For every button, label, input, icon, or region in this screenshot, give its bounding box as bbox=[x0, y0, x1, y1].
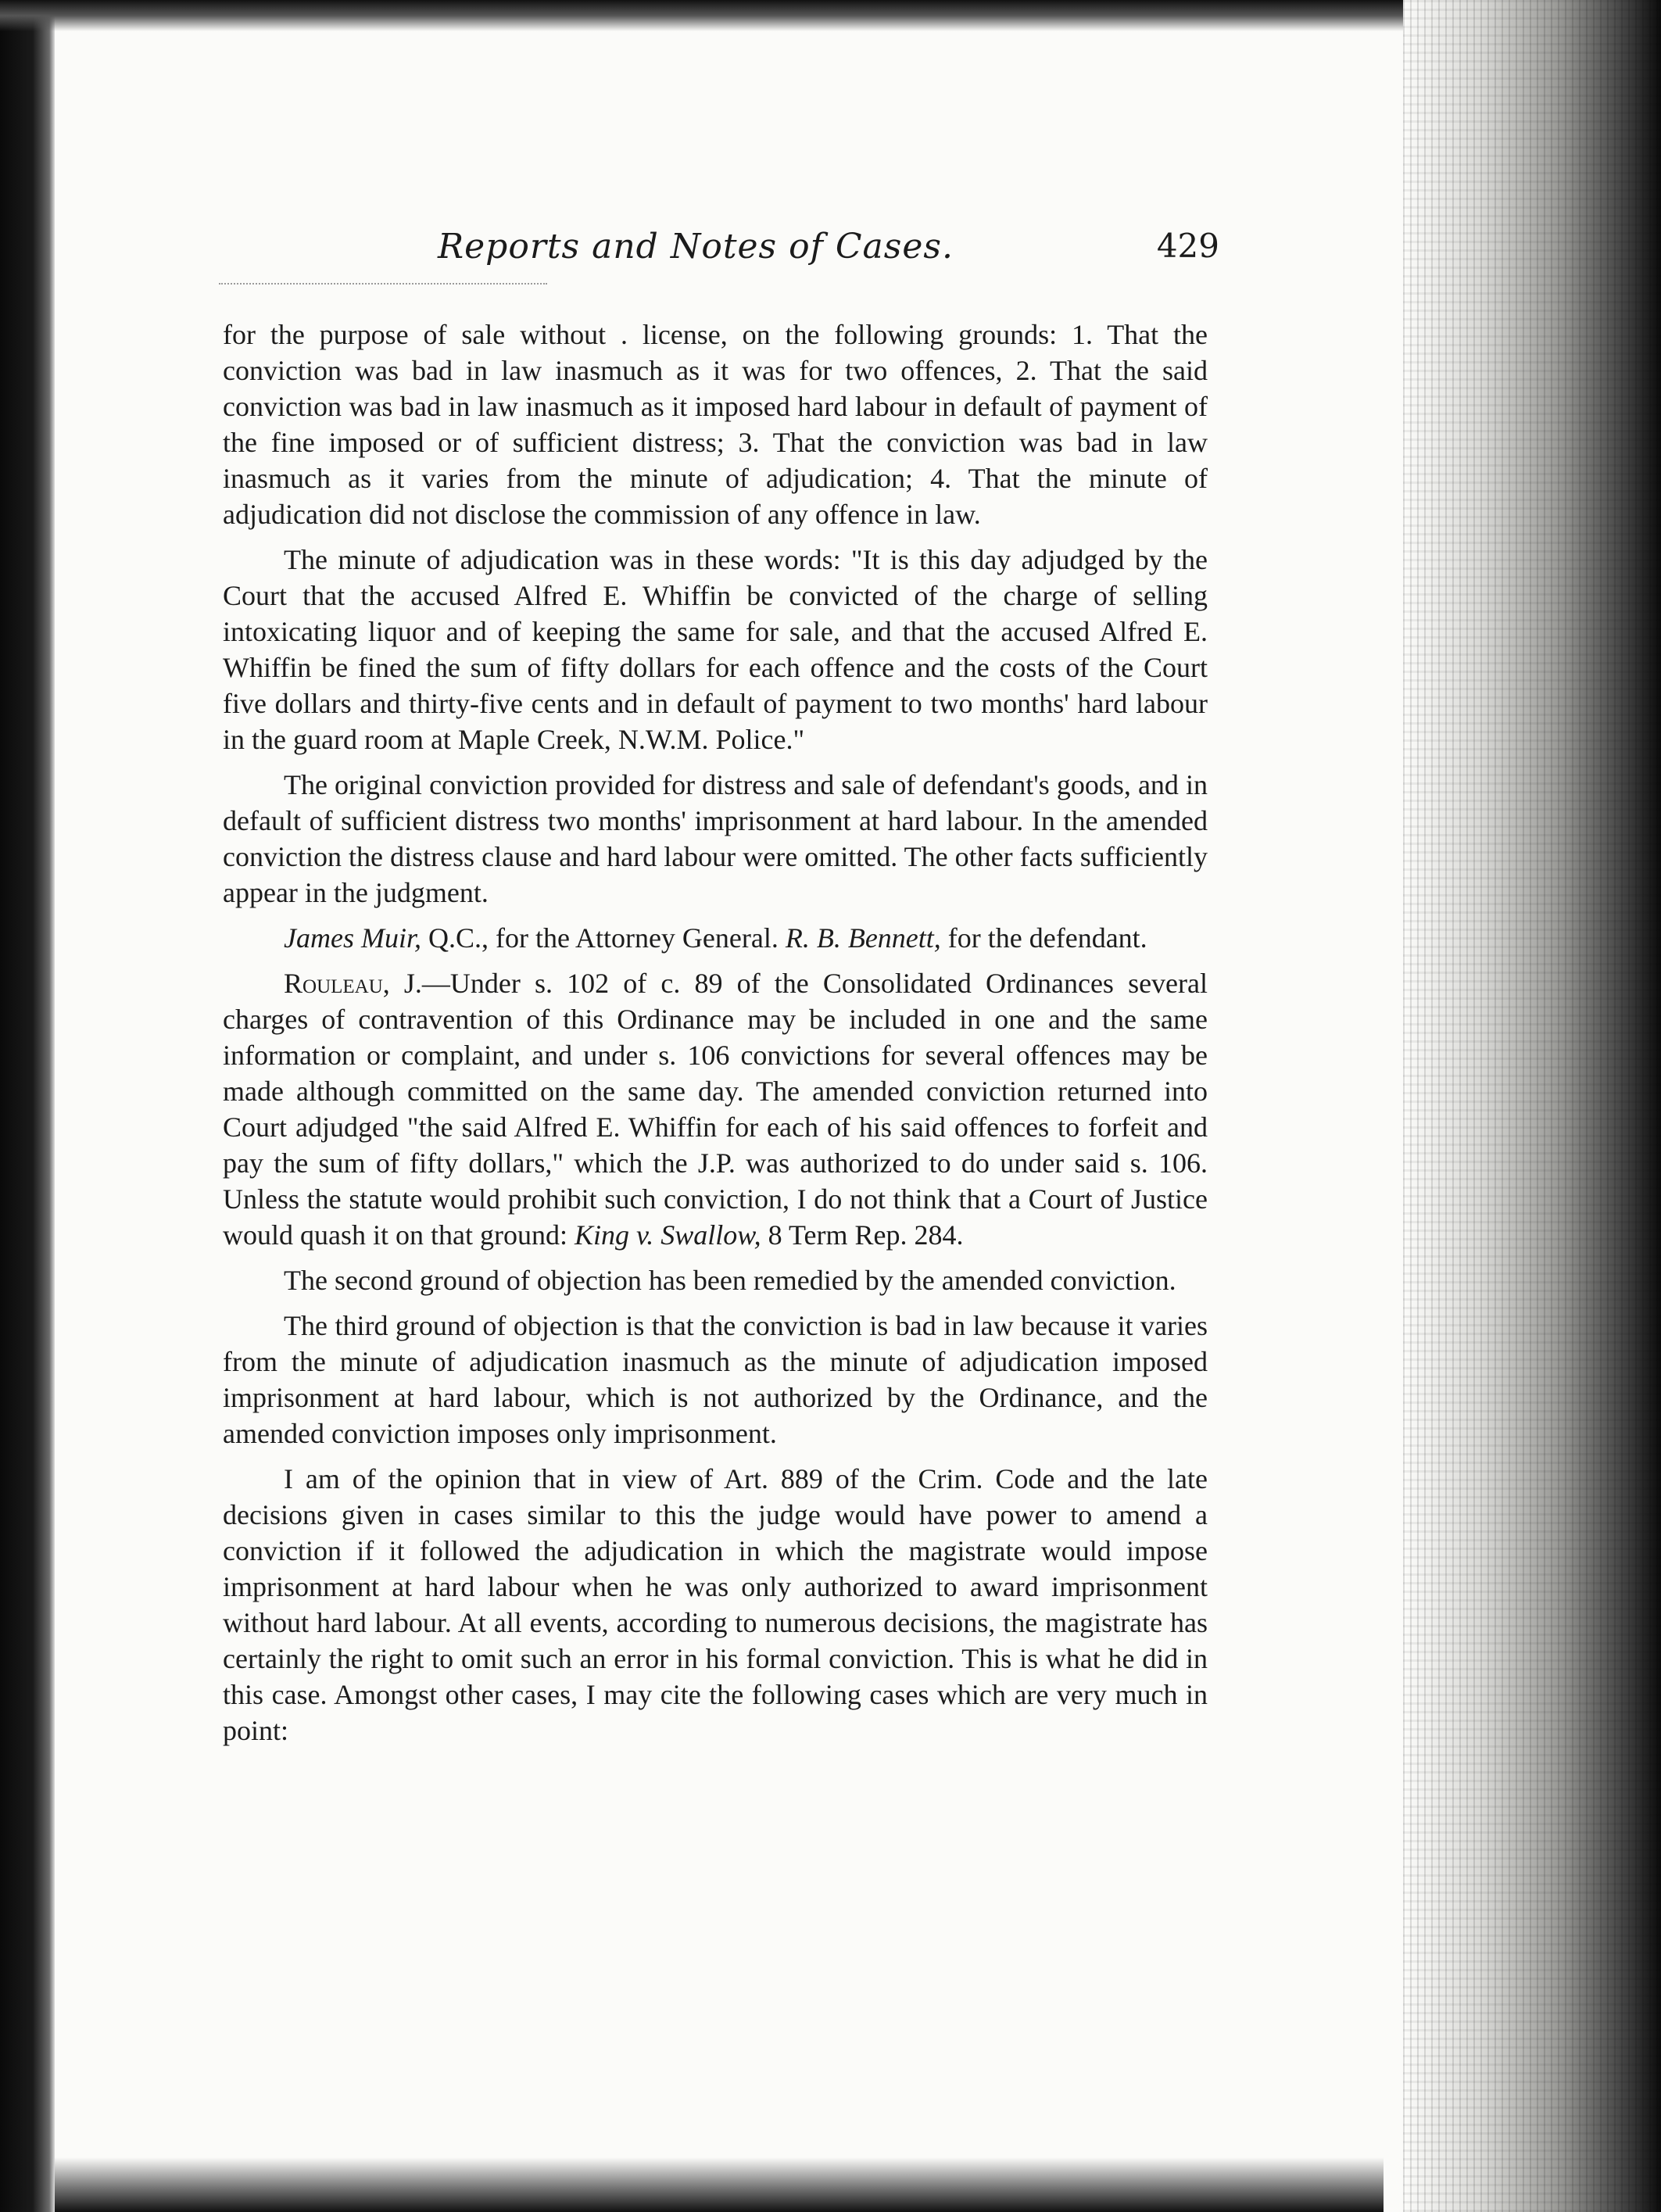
page-header bbox=[438, 227, 1219, 281]
counsel-role: for the defendant. bbox=[940, 922, 1147, 954]
top-edge-shadow bbox=[0, 0, 1407, 31]
counsel-role: Q.C., for the Attorney General. bbox=[421, 922, 786, 954]
counsel-name: James Muir, bbox=[284, 922, 421, 954]
paragraph-opinion: I am of the opinion that in view of Art. 889 of the Crim. Code and the late decisions given in cases similar to this the judge would have power to amend a conviction if it followed the adjudication in which the magistrate would impose imprisonment at hard labour when he was only authorized to award imprisonment without hard labour. At all events, according to numerous decisions, the magistrate has certainly the right to omit such an error in his formal conviction. This is what he did in this case. Amongst other cases, I may cite the following cases which are very much in point: bbox=[223, 1463, 1208, 1746]
left-binding-shadow bbox=[0, 0, 55, 2212]
running-title: Reports and Notes of Cases. bbox=[438, 227, 954, 267]
paragraph-second-ground: The second ground of objection has been remedied by the amended conviction. bbox=[284, 1265, 1176, 1296]
case-citation: King v. Swallow, bbox=[574, 1219, 761, 1251]
paragraph-minute-of-adjudication: The minute of adjudication was in these words: "It is this day adjudged by the Court that the accused Alfred E. Whiffin be convicted of the charge of selling intoxicating liquor and of keeping the same for sale, and that the accused Alfred E. Whiffin be fined the sum of fifty dollars for each offence and the costs of the Court five dollars and thirty-five cents and in default of payment to two months' hard labour in the guard room at Maple Creek, N.W.M. Police." bbox=[223, 544, 1208, 755]
page-body bbox=[223, 317, 1208, 1758]
judgment-text: —Under s. 102 of c. 89 of the Consolidated Ordinances several charges of contravention of this Ordinance may be included in one and the same information or complaint, and under s. 106 convictions for several offences may be made although committed on the same day. The amended conviction returned into Court adjudged "the said Alfred E. Whiffin for each of his said offences to forfeit and pay the sum of fifty dollars," which the J.P. was authorized to do under said s. 106. Unless the statute would prohibit such conviction, I do not think that a Court of Justice would quash it on that ground: bbox=[223, 968, 1208, 1251]
citation-reference: 8 Term Rep. 284. bbox=[761, 1219, 964, 1251]
page-number: 429 bbox=[1156, 227, 1219, 265]
bottom-edge-shadow bbox=[55, 2157, 1384, 2212]
paragraph-original-conviction: The original conviction provided for distress and sale of defendant's goods, and in default of sufficient distress two months' imprisonment at hard labour. In the amended conviction the distress clause and hard labour were omitted. The other facts sufficiently appear in the judgment. bbox=[223, 769, 1208, 908]
right-page-edges bbox=[1403, 0, 1661, 2212]
paragraph-judgment bbox=[223, 965, 1208, 1253]
judge-name: Rouleau, J. bbox=[284, 968, 422, 999]
counsel-name: R. B. Bennett, bbox=[785, 922, 941, 954]
paragraph-grounds: for the purpose of sale without . license, on the following grounds: 1. That the conviction was bad in law inasmuch as it was for two offences, 2. That the said conviction was bad in law inasmuch as it imposed hard labour in default of payment of the fine imposed or of sufficient distress; 3. That the conviction was bad in law inasmuch as it varies from the minute of adjudication; 4. That the minute of adjudication did not disclose the commission of any offence in law. bbox=[223, 319, 1208, 530]
paragraph-counsel bbox=[223, 920, 1208, 956]
header-rule bbox=[219, 283, 547, 285]
paragraph-third-ground: The third ground of objection is that the conviction is bad in law because it varies from the minute of adjudication inasmuch as the minute of adjudication imposed imprisonment at hard labour, which is not authorized by the Ordinance, and the amended conviction imposes only imprisonment. bbox=[223, 1310, 1208, 1449]
